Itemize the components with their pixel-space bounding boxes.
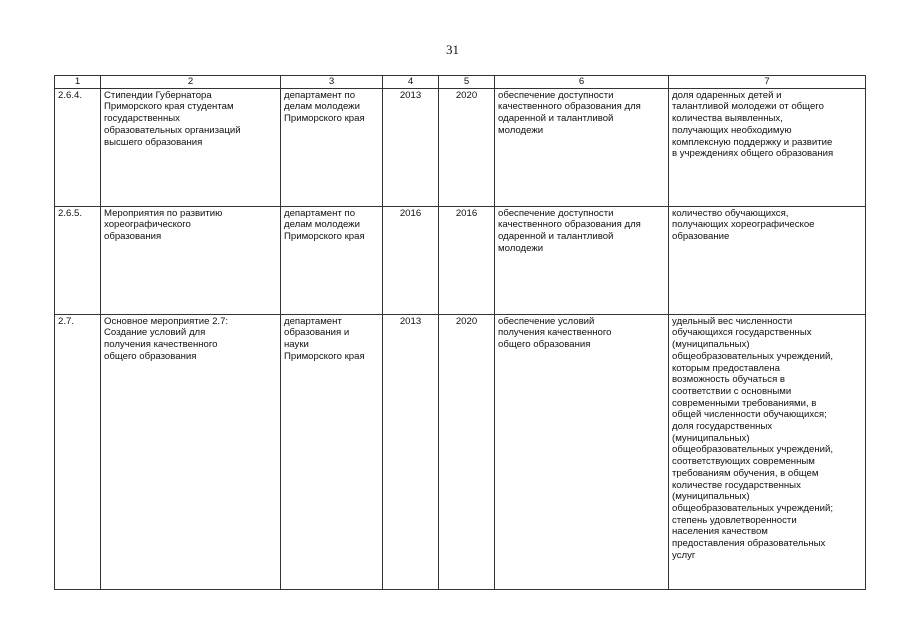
table-row: [55, 314, 866, 589]
cell-text-line: департамент по: [284, 207, 356, 219]
cell-text-line: требованиям обучения, в общем: [672, 467, 819, 479]
cell-text-line: количества выявленных,: [672, 113, 783, 125]
cell-text-line: качественного образования для: [498, 101, 641, 113]
cell-text-line: соответствующих современным: [672, 456, 815, 468]
cell-text-line: Приморского края студентам: [104, 101, 234, 113]
cell-text-line: получения качественного: [498, 327, 612, 339]
cell-text-line: образование: [672, 231, 730, 243]
executor-cell: [281, 88, 383, 206]
cell-text-line: доля государственных: [672, 421, 773, 433]
cell-text-line: Мероприятия по развитию: [104, 207, 223, 219]
cell-text-line: количестве государственных: [672, 479, 801, 491]
indicator-cell: [669, 206, 866, 314]
cell-text-line: (муниципальных): [672, 339, 750, 351]
end-year-cell: 2020: [439, 314, 495, 589]
indicator-cell: [669, 88, 866, 206]
start-year-cell: 2016: [383, 206, 439, 314]
cell-text-line: образования: [104, 231, 162, 243]
cell-text-line: (муниципальных): [672, 491, 750, 503]
start-year-cell: 2013: [383, 88, 439, 206]
cell-text-line: общего образования: [498, 339, 591, 351]
cell-text-line: получающих хореографическое: [672, 219, 815, 231]
cell-text-line: степень удовлетворенности: [672, 514, 797, 526]
table-header-row: [55, 76, 866, 89]
cell-text-line: высшего образования: [104, 136, 203, 148]
program-table: [54, 75, 866, 590]
cell-text-line: Приморского края: [284, 231, 365, 243]
cell-text-line: обучающихся государственных: [672, 327, 812, 339]
page-number: 31: [446, 42, 459, 57]
cell-text-line: в учреждениях общего образования: [672, 148, 834, 160]
cell-text-line: получения качественного: [104, 339, 218, 351]
cell-text-line: обеспечение доступности: [498, 207, 614, 219]
cell-text-line: (муниципальных): [672, 432, 750, 444]
expected-result-cell: [495, 314, 669, 589]
item-number-cell: 2.6.5.: [55, 206, 101, 314]
cell-text-line: Создание условий для: [104, 327, 206, 339]
column-header: 5: [439, 76, 495, 89]
column-header: 4: [383, 76, 439, 89]
cell-text-line: общего образования: [104, 350, 197, 362]
cell-text-line: Приморского края: [284, 113, 365, 125]
cell-text-line: делам молодежи: [284, 219, 360, 231]
cell-text-line: количество обучающихся,: [672, 207, 789, 219]
cell-text-line: комплексную поддержку и развитие: [672, 136, 833, 148]
cell-text-line: одаренной и талантливой: [498, 231, 614, 243]
end-year-cell: 2016: [439, 206, 495, 314]
table-row: [55, 88, 866, 206]
cell-text-line: молодежи: [498, 124, 544, 136]
cell-text-line: департамент по: [284, 89, 356, 101]
column-header: 6: [495, 76, 669, 89]
cell-text-line: общеобразовательных учреждений,: [672, 350, 834, 362]
cell-text-line: услуг: [672, 549, 696, 561]
executor-cell: [281, 314, 383, 589]
cell-text-line: населения качеством: [672, 526, 768, 538]
cell-text-line: талантливой молодежи от общего: [672, 101, 824, 113]
cell-text-line: государственных: [104, 113, 180, 125]
indicator-cell: [669, 314, 866, 589]
cell-text-line: хореографического: [104, 219, 191, 231]
cell-text-line: современными требованиями, в: [672, 397, 817, 409]
cell-text-line: общеобразовательных учреждений;: [672, 502, 834, 514]
column-header: 7: [669, 76, 866, 89]
cell-text-line: молодежи: [498, 242, 544, 254]
cell-text-line: получающих необходимую: [672, 124, 792, 136]
cell-text-line: делам молодежи: [284, 101, 360, 113]
cell-text-line: Стипендии Губернатора: [104, 89, 212, 101]
expected-result-cell: [495, 206, 669, 314]
expected-result-cell: [495, 88, 669, 206]
cell-text-line: обеспечение условий: [498, 315, 595, 327]
item-number-cell: 2.6.4.: [55, 88, 101, 206]
cell-text-line: общеобразовательных учреждений,: [672, 444, 834, 456]
cell-text-line: одаренной и талантливой: [498, 113, 614, 125]
cell-text-line: науки: [284, 339, 309, 351]
cell-text-line: образовательных организаций: [104, 124, 241, 136]
table-row: [55, 206, 866, 314]
item-number-cell: 2.7.: [55, 314, 101, 589]
column-header: 2: [101, 76, 281, 89]
start-year-cell: 2013: [383, 314, 439, 589]
activity-name-cell: [101, 206, 281, 314]
cell-text-line: обеспечение доступности: [498, 89, 614, 101]
cell-text-line: качественного образования для: [498, 219, 641, 231]
cell-text-line: департамент: [284, 315, 342, 327]
column-header: 3: [281, 76, 383, 89]
cell-text-line: образования и: [284, 327, 350, 339]
end-year-cell: 2020: [439, 88, 495, 206]
cell-text-line: общей численности обучающихся;: [672, 409, 827, 421]
cell-text-line: Основное мероприятие 2.7:: [104, 315, 229, 327]
executor-cell: [281, 206, 383, 314]
cell-text-line: соответствии с основными: [672, 385, 792, 397]
cell-text-line: Приморского края: [284, 350, 365, 362]
activity-name-cell: [101, 314, 281, 589]
cell-text-line: возможность обучаться в: [672, 374, 786, 386]
cell-text-line: доля одаренных детей и: [672, 89, 782, 101]
column-header: 1: [55, 76, 101, 89]
cell-text-line: удельный вес численности: [672, 315, 793, 327]
cell-text-line: которым предоставлена: [672, 362, 780, 374]
activity-name-cell: [101, 88, 281, 206]
cell-text-line: предоставления образовательных: [672, 538, 826, 550]
